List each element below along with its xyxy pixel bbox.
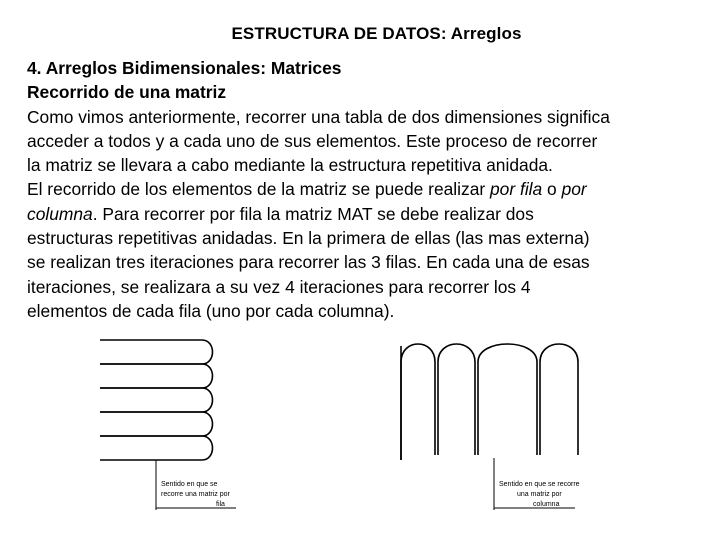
row-caption-line: recorre una matriz por (161, 491, 230, 498)
slide-title: ESTRUCTURA DE DATOS: Arreglos (231, 24, 522, 43)
section-heading: 4. Arreglos Bidimensionales: Matrices (27, 58, 342, 78)
column-arches (401, 344, 578, 460)
row-caption-line: fila (216, 501, 225, 508)
paragraph2-line: estructuras repetitivas anidadas. En la primera de ellas (las mas externa) (27, 228, 590, 249)
paragraph2-text: . Para recorrer por fila la matriz MAT se debe realizar dos (92, 203, 534, 224)
row-caption-line: Sentido en que se (161, 481, 218, 488)
paragraph2-connector: o (542, 179, 562, 200)
paragraph1-line: Como vimos anteriormente, recorrer una tabla de dos dimensiones significa (27, 106, 610, 127)
column-caption-line: Sentido en que se recorre (499, 481, 580, 488)
emphasis-por-fila: por fila (490, 179, 543, 200)
paragraph1-line: la matriz se llevara a cabo mediante la estructura repetitiva anidada. (27, 155, 553, 176)
column-caption-line: una matriz por (517, 491, 562, 498)
paragraph2-text: El recorrido de los elementos de la matriz se puede realizar (27, 179, 491, 200)
paragraph2-line: iteraciones, se realizara a su vez 4 iteraciones para recorrer los 4 (27, 276, 531, 297)
emphasis-columna: columna (27, 203, 93, 224)
paragraph2-line: elementos de cada fila (uno por cada columna). (27, 300, 395, 321)
column-caption-line: columna (533, 501, 560, 508)
paragraph1-line: acceder a todos y a cada uno de sus elementos. Este proceso de recorrer (27, 130, 598, 151)
paragraph2-line: se realizan tres iteraciones para recorrer las 3 filas. En cada una de esas (27, 252, 590, 273)
subheading: Recorrido de una matriz (27, 82, 227, 103)
emphasis-por: por (561, 179, 587, 200)
